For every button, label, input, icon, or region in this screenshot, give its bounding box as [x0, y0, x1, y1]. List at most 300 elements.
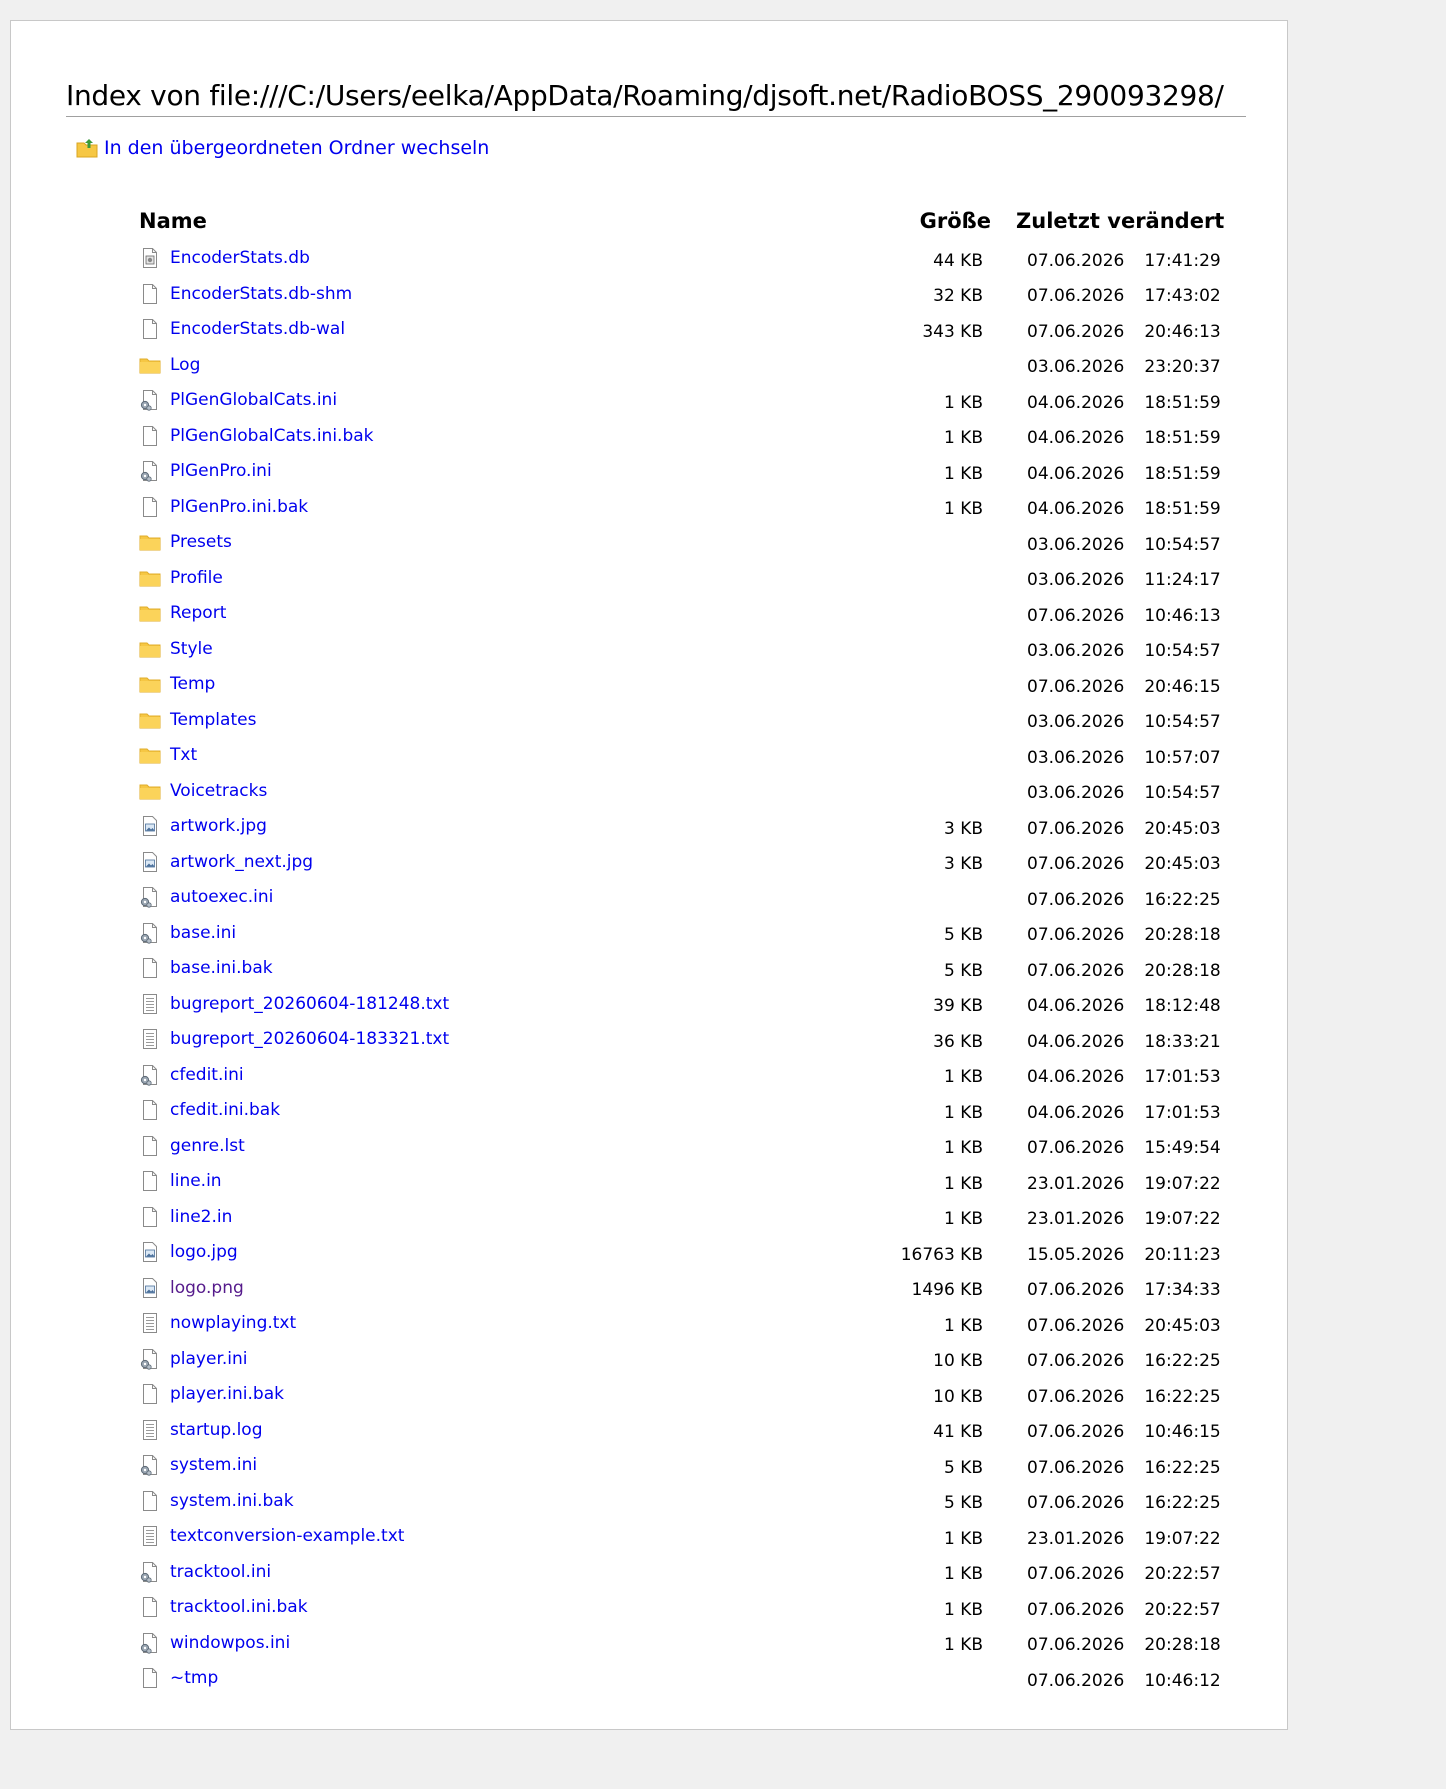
file-icon	[139, 1667, 161, 1689]
table-row	[129, 1308, 1224, 1344]
cell-time: 18:51:59	[1144, 499, 1221, 520]
cell-time: 16:22:25	[1144, 1457, 1221, 1478]
table-row	[129, 1415, 1224, 1451]
cell-size: 1 KB	[943, 499, 983, 520]
cell-name	[129, 1166, 891, 1202]
cell-date: 15.05.2026	[1027, 1244, 1125, 1265]
file-name: cfedit.ini	[170, 1064, 244, 1085]
cell-date: 07.06.2026	[1027, 1670, 1125, 1691]
cell-name	[129, 1486, 891, 1522]
cell-size	[891, 882, 991, 918]
file-name: cfedit.ini.bak	[170, 1100, 281, 1121]
file-link[interactable]	[139, 780, 267, 802]
file-link[interactable]	[139, 425, 374, 447]
cell-name	[129, 705, 891, 741]
table-row	[129, 1202, 1224, 1238]
cell-date: 07.06.2026	[1027, 960, 1125, 981]
file-link[interactable]	[139, 602, 226, 624]
file-link[interactable]	[139, 957, 273, 979]
cell-time: 18:51:59	[1144, 392, 1221, 413]
cell-date: 03.06.2026	[1027, 712, 1125, 733]
table-row	[129, 847, 1224, 883]
table-row	[129, 1024, 1224, 1060]
table-row	[129, 1592, 1224, 1628]
table-row	[129, 1166, 1224, 1202]
table-row	[129, 1450, 1224, 1486]
cell-name	[129, 1379, 891, 1415]
database-file-icon	[139, 247, 161, 269]
cell-name	[129, 492, 891, 528]
cell-date: 07.06.2026	[1027, 1138, 1125, 1159]
config-file-icon	[139, 922, 161, 944]
file-name: base.ini.bak	[170, 958, 273, 979]
table-row	[129, 1628, 1224, 1664]
file-link[interactable]	[139, 283, 352, 305]
config-file-icon	[139, 1454, 161, 1476]
file-link[interactable]	[139, 1312, 296, 1334]
cell-time: 19:07:22	[1144, 1528, 1221, 1549]
file-link[interactable]	[139, 638, 213, 660]
cell-date: 04.06.2026	[1027, 499, 1125, 520]
cell-time: 20:28:18	[1144, 960, 1221, 981]
file-name: logo.jpg	[170, 1242, 238, 1263]
folder-icon	[139, 354, 161, 376]
table-row	[129, 705, 1224, 741]
cell-time: 17:43:02	[1144, 286, 1221, 307]
table-row	[129, 1486, 1224, 1522]
cell-time: 10:46:12	[1144, 1670, 1221, 1691]
cell-date: 07.06.2026	[1027, 605, 1125, 626]
cell-time: 19:07:22	[1144, 1209, 1221, 1230]
cell-name	[129, 385, 891, 421]
file-icon	[139, 1490, 161, 1512]
file-name: PlGenGlobalCats.ini.bak	[170, 425, 374, 446]
file-link[interactable]	[139, 567, 223, 589]
cell-time: 17:01:53	[1144, 1102, 1221, 1123]
table-row	[129, 598, 1224, 634]
file-name: textconversion-example.txt	[170, 1526, 405, 1547]
cell-size: 1 KB	[943, 1138, 983, 1159]
cell-time: 20:22:57	[1144, 1599, 1221, 1620]
file-icon	[139, 1170, 161, 1192]
cell-date: 07.06.2026	[1027, 1599, 1125, 1620]
table-row	[129, 421, 1224, 457]
cell-size	[891, 669, 991, 705]
cell-size: 1 KB	[943, 1635, 983, 1656]
cell-size: 1 KB	[943, 428, 983, 449]
cell-size	[891, 634, 991, 670]
config-file-icon	[139, 389, 161, 411]
cell-size: 1 KB	[943, 1315, 983, 1336]
cell-name	[129, 243, 891, 279]
cell-date: 07.06.2026	[1027, 1564, 1125, 1585]
cell-name	[129, 1521, 891, 1557]
cell-date: 04.06.2026	[1027, 996, 1125, 1017]
cell-time: 20:45:03	[1144, 818, 1221, 839]
file-link[interactable]	[139, 1490, 294, 1512]
cell-time: 20:28:18	[1144, 925, 1221, 946]
cell-date: 04.06.2026	[1027, 1031, 1125, 1052]
image-file-icon	[139, 851, 161, 873]
cell-size: 1496 KB	[911, 1280, 983, 1301]
cell-size: 5 KB	[943, 1493, 983, 1514]
cell-size	[891, 740, 991, 776]
folder-up-icon	[76, 138, 98, 158]
file-link[interactable]	[139, 1277, 244, 1299]
file-link[interactable]	[139, 1667, 218, 1689]
cell-size: 44 KB	[933, 250, 983, 271]
cell-date: 07.06.2026	[1027, 1351, 1125, 1372]
table-row	[129, 1379, 1224, 1415]
cell-size	[891, 350, 991, 386]
file-link[interactable]	[139, 1206, 232, 1228]
file-link[interactable]	[139, 496, 308, 518]
cell-size: 41 KB	[933, 1422, 983, 1443]
cell-time: 17:41:29	[1144, 250, 1221, 271]
cell-time: 10:54:57	[1144, 783, 1221, 804]
cell-time: 20:22:57	[1144, 1564, 1221, 1585]
cell-name	[129, 279, 891, 315]
cell-date: 23.01.2026	[1027, 1209, 1125, 1230]
cell-size: 1 KB	[943, 463, 983, 484]
file-link[interactable]	[139, 1099, 280, 1121]
cell-time: 16:22:25	[1144, 889, 1221, 910]
text-file-icon	[139, 1028, 161, 1050]
cell-size: 343 KB	[922, 321, 983, 342]
cell-time: 20:45:03	[1144, 854, 1221, 875]
cell-size: 1 KB	[943, 1209, 983, 1230]
table-row	[129, 1344, 1224, 1380]
file-name: ~tmp	[170, 1668, 219, 1689]
table-row	[129, 1237, 1224, 1273]
file-link[interactable]	[139, 673, 215, 695]
folder-icon	[139, 673, 161, 695]
cell-date: 04.06.2026	[1027, 428, 1125, 449]
cell-date: 07.06.2026	[1027, 676, 1125, 697]
cell-time: 20:45:03	[1144, 1315, 1221, 1336]
file-link[interactable]	[139, 851, 313, 873]
file-name: Templates	[170, 709, 257, 730]
cell-date: 07.06.2026	[1027, 286, 1125, 307]
file-name: Report	[170, 603, 227, 624]
cell-name	[129, 1450, 891, 1486]
cell-name	[129, 1273, 891, 1309]
cell-size: 5 KB	[943, 960, 983, 981]
cell-size	[891, 1663, 991, 1699]
file-name: logo.png	[170, 1277, 244, 1298]
cell-time: 16:22:25	[1144, 1386, 1221, 1407]
file-link[interactable]	[139, 815, 267, 837]
file-link[interactable]	[139, 1028, 449, 1050]
cell-time: 20:46:13	[1144, 321, 1221, 342]
cell-size: 1 KB	[943, 1067, 983, 1088]
table-row	[129, 669, 1224, 705]
table-header-row	[129, 199, 1224, 243]
file-link[interactable]	[139, 531, 232, 553]
table-row	[129, 492, 1224, 528]
file-name: system.ini	[170, 1455, 258, 1476]
cell-time: 20:46:15	[1144, 676, 1221, 697]
page-content	[10, 20, 1288, 1730]
config-file-icon	[139, 1632, 161, 1654]
file-name: nowplaying.txt	[170, 1313, 297, 1334]
cell-time: 10:54:57	[1144, 712, 1221, 733]
cell-date: 04.06.2026	[1027, 1102, 1125, 1123]
cell-name	[129, 1663, 891, 1699]
cell-date: 03.06.2026	[1027, 357, 1125, 378]
file-link[interactable]	[139, 318, 345, 340]
cell-date: 07.06.2026	[1027, 1493, 1125, 1514]
image-file-icon	[139, 815, 161, 837]
cell-time: 23:20:37	[1144, 357, 1221, 378]
cell-name	[129, 1592, 891, 1628]
cell-date: 03.06.2026	[1027, 570, 1125, 591]
file-link[interactable]	[139, 886, 273, 908]
cell-name	[129, 1131, 891, 1167]
cell-time: 18:33:21	[1144, 1031, 1221, 1052]
cell-date: 07.06.2026	[1027, 1280, 1125, 1301]
cell-size: 36 KB	[933, 1031, 983, 1052]
parent-directory-link[interactable]	[76, 133, 489, 163]
file-name: artwork.jpg	[170, 816, 267, 837]
cell-time: 17:01:53	[1144, 1067, 1221, 1088]
cell-name	[129, 918, 891, 954]
folder-icon	[139, 531, 161, 553]
file-link[interactable]	[139, 1525, 404, 1547]
folder-icon	[139, 780, 161, 802]
cell-size: 1 KB	[943, 392, 983, 413]
file-icon	[139, 957, 161, 979]
file-name: base.ini	[170, 922, 237, 943]
cell-date: 23.01.2026	[1027, 1528, 1125, 1549]
file-link[interactable]	[139, 744, 197, 766]
file-name: player.ini	[170, 1348, 248, 1369]
cell-name	[129, 1557, 891, 1593]
config-file-icon	[139, 460, 161, 482]
cell-name	[129, 1628, 891, 1664]
cell-date: 03.06.2026	[1027, 783, 1125, 804]
image-file-icon	[139, 1241, 161, 1263]
table-row	[129, 882, 1224, 918]
config-file-icon	[139, 1064, 161, 1086]
cell-name	[129, 811, 891, 847]
file-link[interactable]	[139, 389, 337, 411]
table-row	[129, 1521, 1224, 1557]
cell-date: 07.06.2026	[1027, 1315, 1125, 1336]
cell-time: 10:54:57	[1144, 641, 1221, 662]
cell-date: 07.06.2026	[1027, 818, 1125, 839]
cell-date: 04.06.2026	[1027, 392, 1125, 413]
column-header-modified[interactable]: Zuletzt verändert	[1016, 209, 1225, 233]
file-name: EncoderStats.db-shm	[170, 283, 353, 304]
cell-name	[129, 669, 891, 705]
file-name: genre.lst	[170, 1135, 245, 1156]
column-header-size[interactable]: Größe	[919, 209, 991, 233]
cell-size: 1 KB	[943, 1102, 983, 1123]
file-icon	[139, 1206, 161, 1228]
cell-name	[129, 1024, 891, 1060]
file-link[interactable]	[139, 354, 200, 376]
text-file-icon	[139, 1312, 161, 1334]
cell-size: 3 KB	[943, 854, 983, 875]
file-name: PlGenGlobalCats.ini	[170, 390, 338, 411]
cell-time: 16:22:25	[1144, 1493, 1221, 1514]
column-header-name[interactable]: Name	[139, 209, 207, 233]
cell-time: 10:46:13	[1144, 605, 1221, 626]
file-name: Voicetracks	[170, 780, 268, 801]
cell-name	[129, 563, 891, 599]
file-name: tracktool.ini.bak	[170, 1597, 308, 1618]
file-name: line2.in	[170, 1206, 233, 1227]
folder-icon	[139, 602, 161, 624]
cell-name	[129, 740, 891, 776]
file-link[interactable]	[139, 1348, 248, 1370]
file-link[interactable]	[139, 1561, 271, 1583]
cell-date: 07.06.2026	[1027, 925, 1125, 946]
config-file-icon	[139, 886, 161, 908]
cell-name	[129, 527, 891, 563]
file-name: artwork_next.jpg	[170, 851, 314, 872]
table-row	[129, 989, 1224, 1025]
file-name: tracktool.ini	[170, 1561, 272, 1582]
cell-size	[891, 527, 991, 563]
file-link[interactable]	[139, 1454, 257, 1476]
cell-size: 16763 KB	[900, 1244, 983, 1265]
cell-time: 18:12:48	[1144, 996, 1221, 1017]
cell-name	[129, 882, 891, 918]
cell-name	[129, 634, 891, 670]
file-icon	[139, 1135, 161, 1157]
cell-size	[891, 776, 991, 812]
file-link[interactable]	[139, 1383, 284, 1405]
file-link[interactable]	[139, 1135, 245, 1157]
file-link[interactable]	[139, 460, 272, 482]
cell-date: 23.01.2026	[1027, 1173, 1125, 1194]
file-name: PlGenPro.ini.bak	[170, 496, 309, 517]
file-link[interactable]	[139, 1064, 244, 1086]
cell-name	[129, 1415, 891, 1451]
table-row	[129, 279, 1224, 315]
table-row	[129, 953, 1224, 989]
cell-size: 1 KB	[943, 1564, 983, 1585]
cell-size: 10 KB	[933, 1351, 983, 1372]
file-icon	[139, 425, 161, 447]
text-file-icon	[139, 993, 161, 1015]
file-name: autoexec.ini	[170, 887, 274, 908]
cell-name	[129, 421, 891, 457]
table-row	[129, 918, 1224, 954]
cell-size: 1 KB	[943, 1528, 983, 1549]
file-icon	[139, 496, 161, 518]
cell-size: 1 KB	[943, 1173, 983, 1194]
cell-name	[129, 350, 891, 386]
file-icon	[139, 318, 161, 340]
file-name: Log	[170, 354, 201, 375]
cell-date: 03.06.2026	[1027, 747, 1125, 768]
cell-time: 20:11:23	[1144, 1244, 1221, 1265]
file-listing-body	[129, 243, 1224, 1699]
file-link[interactable]	[139, 709, 256, 731]
cell-time: 11:24:17	[1144, 570, 1221, 591]
cell-date: 03.06.2026	[1027, 641, 1125, 662]
cell-size: 10 KB	[933, 1386, 983, 1407]
table-row	[129, 456, 1224, 492]
cell-date: 04.06.2026	[1027, 463, 1125, 484]
file-name: Txt	[170, 745, 198, 766]
cell-date: 03.06.2026	[1027, 534, 1125, 555]
file-link[interactable]	[139, 1596, 308, 1618]
cell-time: 18:51:59	[1144, 463, 1221, 484]
cell-time: 20:28:18	[1144, 1635, 1221, 1656]
cell-size: 32 KB	[933, 286, 983, 307]
cell-date: 07.06.2026	[1027, 1386, 1125, 1407]
file-link[interactable]	[139, 1632, 290, 1654]
cell-name	[129, 1237, 891, 1273]
file-link[interactable]	[139, 247, 310, 269]
table-row	[129, 1273, 1224, 1309]
file-icon	[139, 1099, 161, 1121]
cell-name	[129, 1202, 891, 1238]
folder-icon	[139, 744, 161, 766]
cell-name	[129, 847, 891, 883]
cell-size	[891, 563, 991, 599]
page-title: Index von file:///C:/Users/eelka/AppData/Roaming/djsoft.net/RadioBOSS_290093298/	[66, 79, 1224, 112]
file-name: bugreport_20260604-183321.txt	[170, 1029, 450, 1050]
file-name: Profile	[170, 567, 223, 588]
cell-size: 39 KB	[933, 996, 983, 1017]
cell-time: 19:07:22	[1144, 1173, 1221, 1194]
image-file-icon	[139, 1277, 161, 1299]
file-name: startup.log	[170, 1419, 263, 1440]
file-link[interactable]	[139, 993, 449, 1015]
folder-icon	[139, 638, 161, 660]
table-row	[129, 243, 1224, 279]
folder-icon	[139, 567, 161, 589]
file-link[interactable]	[139, 1241, 238, 1263]
text-file-icon	[139, 1419, 161, 1441]
file-name: Temp	[170, 674, 216, 695]
text-file-icon	[139, 1525, 161, 1547]
table-row	[129, 1663, 1224, 1699]
cell-size: 5 KB	[943, 1457, 983, 1478]
cell-date: 07.06.2026	[1027, 889, 1125, 910]
cell-time: 17:34:33	[1144, 1280, 1221, 1301]
file-link[interactable]	[139, 1170, 222, 1192]
cell-name	[129, 953, 891, 989]
config-file-icon	[139, 1348, 161, 1370]
table-row	[129, 811, 1224, 847]
page-header	[66, 76, 1246, 117]
file-name: line.in	[170, 1171, 222, 1192]
file-link[interactable]	[139, 922, 236, 944]
file-name: windowpos.ini	[170, 1632, 291, 1653]
cell-name	[129, 989, 891, 1025]
cell-size	[891, 598, 991, 634]
file-link[interactable]	[139, 1419, 262, 1441]
file-name: player.ini.bak	[170, 1384, 284, 1405]
cell-time: 16:22:25	[1144, 1351, 1221, 1372]
file-icon	[139, 283, 161, 305]
cell-date: 07.06.2026	[1027, 250, 1125, 271]
cell-size: 5 KB	[943, 925, 983, 946]
cell-date: 07.06.2026	[1027, 1422, 1125, 1443]
cell-name	[129, 776, 891, 812]
table-row	[129, 563, 1224, 599]
file-listing-table	[129, 199, 1224, 1699]
cell-name	[129, 1095, 891, 1131]
folder-icon	[139, 709, 161, 731]
table-row	[129, 350, 1224, 386]
